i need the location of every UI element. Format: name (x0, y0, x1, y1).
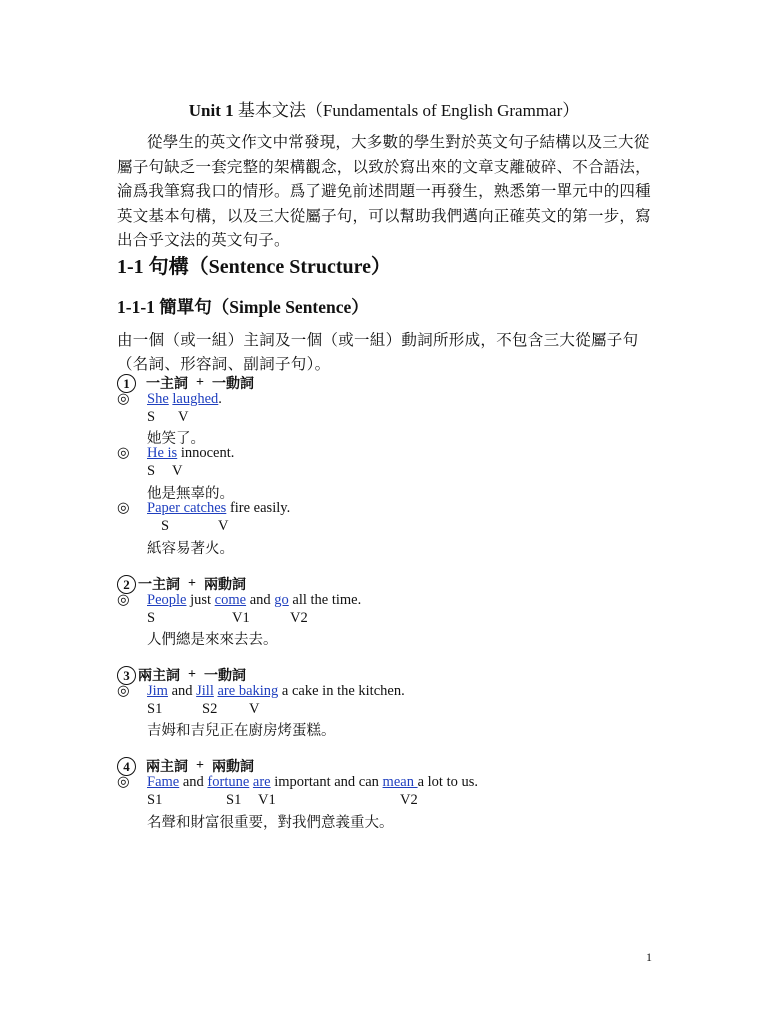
bullet-icon: ◎ (117, 500, 130, 516)
title-unit: Unit 1 (188, 101, 234, 120)
intro-paragraph: 從學生的英文作文中常發現，大多數的學生對於英文句子結構以及三大從屬子句缺乏一套完整的架構觀念，以致於寫出來的文章支離破碎、不合語法，淪爲我筆寫我口的情形。爲了避免前述問題一再發生，熟悉第一單元中的四種英文基本句構，以及三大從屬子句，可以幫助我們邁向正確英文的第一步，寫出合乎文法的英文句子。 (117, 134, 651, 249)
example-sentence (147, 445, 234, 462)
label-s: S (147, 463, 156, 479)
translation: 名聲和財富很重要，對我們意義重大。 (147, 815, 394, 831)
label-s1: S1 (147, 792, 163, 808)
section-3-heading (117, 665, 246, 685)
example-sentence (147, 774, 478, 791)
section-1-heading (117, 373, 254, 393)
page-title (0, 96, 768, 121)
verb-2: go (274, 592, 289, 608)
verb-2: mean (382, 774, 418, 790)
translation: 紙容易著火。 (147, 541, 234, 557)
subject-2: Jill (196, 683, 214, 699)
bullet-icon: ◎ (117, 774, 130, 790)
verb: are baking (217, 683, 279, 699)
title-main: 基本文法（Fundamentals of English Grammar） (237, 101, 580, 120)
section-plus: + (188, 667, 196, 682)
subject: She (147, 391, 169, 407)
label-s2: S2 (202, 701, 218, 717)
sentence-text: just (186, 592, 215, 608)
sentence-text: and (246, 592, 275, 608)
label-s: S (147, 409, 156, 425)
sentence-rest: . (218, 391, 222, 407)
heading-sentence-structure: 1-1 句構（Sentence Structure） (117, 256, 392, 278)
label-v1: V1 (258, 792, 276, 808)
label-v: V (178, 409, 189, 425)
example-sentence (147, 391, 222, 408)
sentence-text: and (179, 774, 208, 790)
example-sentence (147, 592, 361, 609)
translation: 他是無辜的。 (147, 486, 234, 502)
label-s: S (147, 610, 156, 626)
sentence-rest: all the time. (288, 592, 362, 608)
heading-simple-sentence: 1-1-1 簡單句（Simple Sentence） (117, 297, 369, 317)
section-a: 兩主詞 (146, 760, 188, 775)
verb-1: are (252, 774, 271, 790)
bullet-icon: ◎ (117, 445, 130, 461)
section-a: 一主詞 (138, 578, 180, 593)
subject-verb: He is (147, 445, 178, 461)
page-number: 1 (646, 950, 652, 964)
subject-1: Fame (147, 774, 180, 790)
sentence-text: important and can (270, 774, 383, 790)
label-s1: S1 (147, 701, 163, 717)
subject-1: Jim (147, 683, 168, 699)
sentence-rest: fire easily. (226, 500, 291, 516)
label-v1: V1 (232, 610, 250, 626)
translation: 人們總是來來去去。 (147, 632, 278, 648)
section-b: 一動詞 (211, 377, 254, 392)
subject-verb: Paper catches (147, 500, 227, 516)
label-s1: S1 (226, 792, 242, 808)
section-b: 一動詞 (203, 669, 246, 684)
simple-sentence-description: 由一個（或一組）主詞及一個（或一組）動詞所形成，不包含三大從屬子句（名詞、形容詞、副詞子句）。 (117, 332, 639, 373)
example-sentence (147, 683, 405, 700)
example-sentence (147, 500, 290, 517)
section-a: 兩主詞 (138, 669, 180, 684)
sentence-rest: a lot to us. (417, 774, 478, 790)
section-a: 一主詞 (146, 377, 188, 392)
section-4-heading (117, 756, 254, 776)
section-plus: + (188, 576, 196, 591)
section-plus: + (196, 375, 204, 390)
bullet-icon: ◎ (117, 391, 130, 407)
verb: laughed (172, 391, 219, 407)
circled-number: 1 (117, 374, 136, 393)
section-b: 兩動詞 (203, 578, 246, 593)
label-v: V (218, 518, 229, 534)
circled-number: 4 (117, 757, 136, 776)
label-s: S (161, 518, 170, 534)
section-b: 兩動詞 (211, 760, 254, 775)
circled-number: 3 (117, 666, 136, 685)
label-v2: V2 (400, 792, 418, 808)
verb-1: come (214, 592, 247, 608)
circled-number: 2 (117, 575, 136, 594)
section-plus: + (196, 758, 204, 773)
label-v2: V2 (290, 610, 308, 626)
sentence-rest: a cake in the kitchen. (278, 683, 405, 699)
section-2-heading (117, 574, 246, 594)
sentence-text: and (167, 683, 197, 699)
translation: 她笑了。 (147, 431, 205, 447)
subject: People (147, 592, 187, 608)
sentence-rest: innocent. (177, 445, 235, 461)
translation: 吉姆和吉兒正在廚房烤蛋糕。 (147, 723, 336, 739)
bullet-icon: ◎ (117, 683, 130, 699)
subject-2: fortune (207, 774, 250, 790)
bullet-icon: ◎ (117, 592, 130, 608)
label-v: V (249, 701, 260, 717)
label-v: V (172, 463, 183, 479)
